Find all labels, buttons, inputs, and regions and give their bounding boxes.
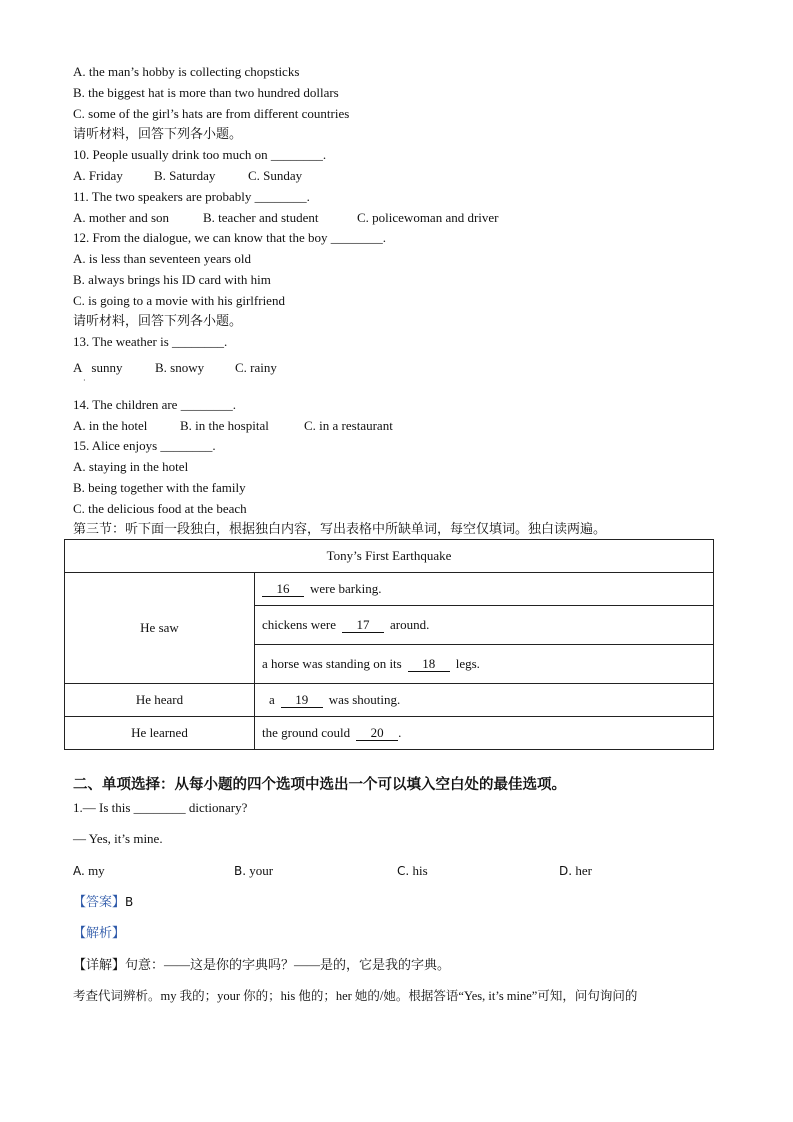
option-text: her <box>575 863 592 878</box>
row-label-saw: He saw <box>65 573 255 684</box>
q11-option-b: B. teacher and student <box>203 210 319 225</box>
option-letter: C. <box>397 864 410 878</box>
option-text: my <box>88 863 105 878</box>
option-c-text: C. some of the girl’s hats are from different countries <box>73 106 350 121</box>
detail-line: 【详解】句意：——这是你的字典吗？——是的，它是我的字典。 <box>73 957 451 972</box>
option-letter: B. <box>234 864 247 878</box>
mc1-option-a <box>73 863 105 879</box>
section2-heading: 二、单项选择：从每小题的四个选项中选出一个可以填入空白处的最佳选项。 <box>73 777 566 793</box>
q12-option-a: A. is less than seventeen years old <box>73 251 251 266</box>
saw-3-after: legs. <box>455 656 480 671</box>
option-b-text: B. the biggest hat is more than two hundred dollars <box>73 85 339 100</box>
question-13: 13. The weather is ________. <box>73 334 228 349</box>
option-letter: A. <box>73 864 85 878</box>
blank-17: 17 <box>342 618 384 633</box>
q12-option-b: B. always brings his ID card with him <box>73 272 271 287</box>
q10-option-b: B. Saturday <box>154 168 216 183</box>
q15-option-a: A. staying in the hotel <box>73 459 189 474</box>
section3-instruction: 第三节：听下面一段独白，根据独白内容，写出表格中所缺单词，每空仅填词。独白读两遍。 <box>73 521 607 536</box>
blank-19: 19 <box>281 693 323 708</box>
q11-option-a: A. mother and son <box>73 210 170 225</box>
mc1-option-d <box>559 863 592 879</box>
mc1-reply: — Yes, it’s mine. <box>73 831 163 846</box>
blank-20: 20 <box>356 726 398 741</box>
q13-option-a: A sunny <box>73 360 123 375</box>
q14-option-a: A. in the hotel <box>73 418 148 433</box>
q13-option-b: B. snowy <box>155 360 205 375</box>
answer-line <box>73 894 133 910</box>
question-11: 11. The two speakers are probably ________. <box>73 189 310 204</box>
question-10: 10. People usually drink too much on ________. <box>73 147 327 162</box>
learned-cell <box>255 717 714 750</box>
saw-3-before: a horse was standing on its <box>262 656 402 671</box>
option-a-text: A. the man’s hobby is collecting chopsticks <box>73 64 300 79</box>
analysis-tag: 【解析】 <box>73 925 126 940</box>
mc1-question: 1.— Is this ________ dictionary? <box>73 800 248 815</box>
q11-option-c: C. policewoman and driver <box>357 210 499 225</box>
learned-before: the ground could <box>262 725 351 740</box>
answer-value: B <box>125 895 134 909</box>
q15-option-c: C. the delicious food at the beach <box>73 501 247 516</box>
table-title: Tony’s First Earthquake <box>65 540 714 573</box>
q14-option-b: B. in the hospital <box>180 418 269 433</box>
question-14: 14. The children are ________. <box>73 397 236 412</box>
blank-18: 18 <box>408 657 450 672</box>
heard-after: was shouting. <box>328 692 401 707</box>
option-text: your <box>249 863 274 878</box>
q13-option-c: C. rainy <box>235 360 277 375</box>
row-label-learned: He learned <box>65 717 255 750</box>
fill-in-table <box>64 539 714 750</box>
saw-cell-1 <box>255 573 714 606</box>
explanation-line: 考查代词辨析。my 我的；your 你的；his 他的；her 她的/她。根据答语“Yes, it’s mine”可知，问句询问的 <box>73 989 638 1003</box>
learned-after: . <box>398 725 402 740</box>
saw-1-after: were barking. <box>310 581 382 596</box>
row-label-heard: He heard <box>65 684 255 717</box>
mc1-option-b <box>234 863 273 879</box>
answer-tag: 【答案】 <box>73 894 126 909</box>
blank-16: 16 <box>262 582 304 597</box>
q14-option-c: C. in a restaurant <box>304 418 393 433</box>
q10-option-a: A. Friday <box>73 168 123 183</box>
heard-before: a <box>269 692 275 707</box>
saw-cell-3 <box>255 645 714 684</box>
heard-cell <box>255 684 714 717</box>
listen-instruction: 请听材料，回答下列各小题。 <box>73 126 243 141</box>
stray-dot: · <box>83 376 86 385</box>
listen-instruction: 请听材料，回答下列各小题。 <box>73 313 243 328</box>
option-letter: D. <box>559 864 573 878</box>
q15-option-b: B. being together with the family <box>73 480 246 495</box>
saw-2-after: around. <box>390 617 430 632</box>
question-15: 15. Alice enjoys ________. <box>73 438 216 453</box>
q12-option-c: C. is going to a movie with his girlfriend <box>73 293 285 308</box>
question-12: 12. From the dialogue, we can know that the boy ________. <box>73 230 387 245</box>
saw-2-before: chickens were <box>262 617 336 632</box>
mc1-option-c <box>397 863 428 879</box>
q10-option-c: C. Sunday <box>248 168 303 183</box>
option-text: his <box>412 863 428 878</box>
saw-cell-2 <box>255 606 714 645</box>
